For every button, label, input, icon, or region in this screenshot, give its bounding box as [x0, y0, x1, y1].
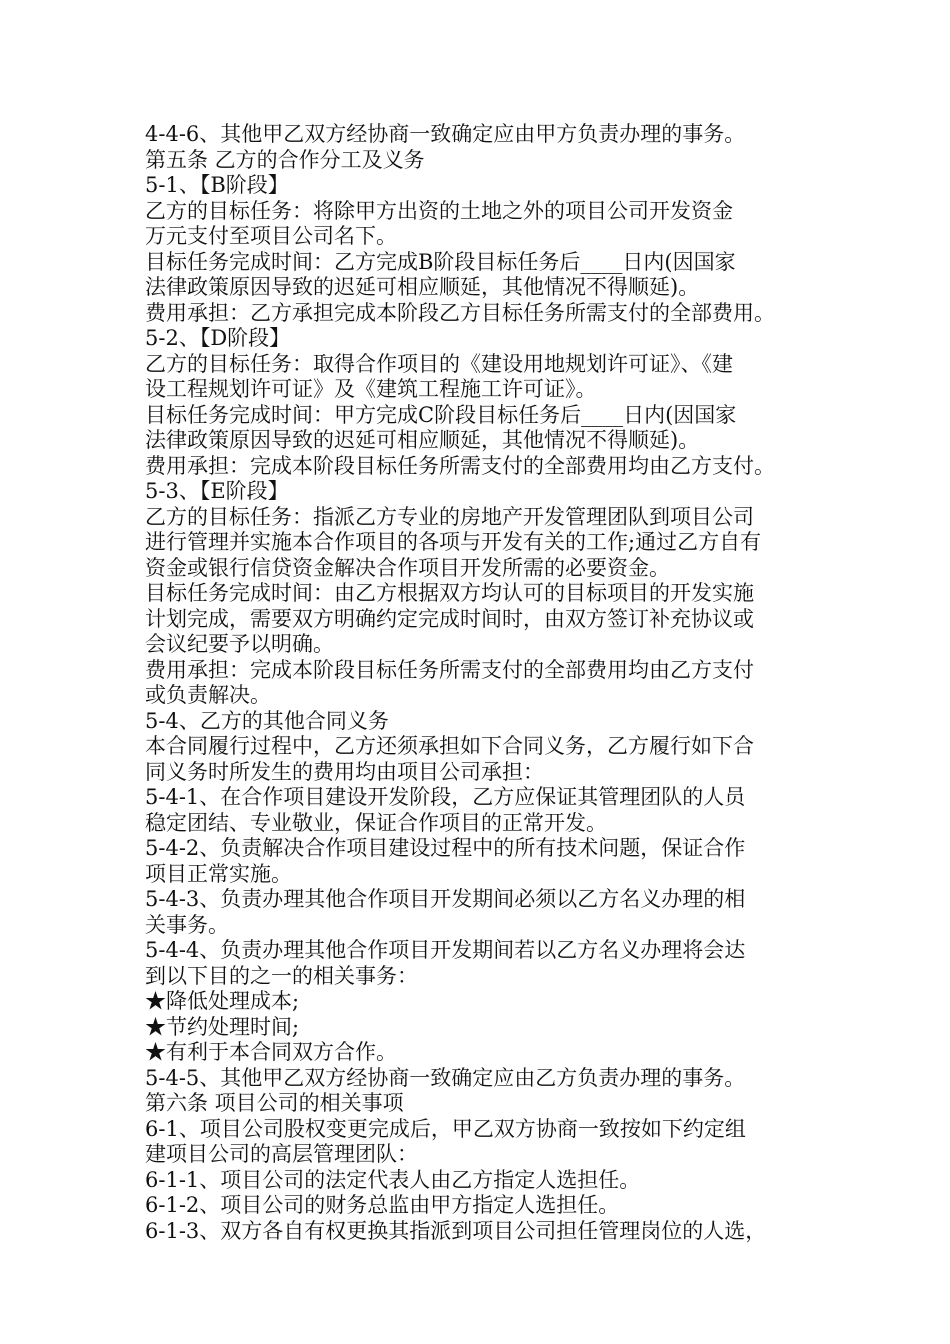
- text-line: 5-4-4、负责办理其他合作项目开发期间若以乙方名义办理将会达: [145, 938, 746, 962]
- text-line: 到以下目的之一的相关事务：: [145, 963, 418, 988]
- text-line: 费用承担：乙方承担完成本阶段乙方目标任务所需支付的全部费用。: [145, 300, 775, 325]
- text-line: 费用承担：完成本阶段目标任务所需支付的全部费用均由乙方支付: [145, 657, 754, 682]
- text-line: 第六条 项目公司的相关事项: [145, 1091, 404, 1115]
- text-line: 5-1、【B阶段】: [145, 173, 289, 197]
- text-line: 乙方的目标任务：将除甲方出资的土地之外的项目公司开发资金: [145, 198, 733, 223]
- text-line: 5-4、乙方的其他合同义务: [145, 708, 389, 733]
- text-line: 建项目公司的高层管理团队：: [145, 1142, 418, 1166]
- text-line: ★降低处理成本;: [145, 989, 300, 1013]
- text-line: 本合同履行过程中，乙方还须承担如下合同义务，乙方履行如下合: [145, 734, 754, 758]
- text-line: 4-4-6、其他甲乙双方经协商一致确定应由甲方负责办理的事务。: [145, 122, 746, 146]
- text-line: 6-1-2、项目公司的财务总监由甲方指定人选担任。: [145, 1193, 620, 1217]
- text-line: 目标任务完成时间：甲方完成C阶段目标任务后____日内(因国家: [145, 402, 737, 427]
- text-line: 目标任务完成时间：由乙方根据双方均认可的目标项目的开发实施: [145, 581, 754, 605]
- text-line: 乙方的目标任务：指派乙方专业的房地产开发管理团队到项目公司: [145, 504, 754, 529]
- text-line: ★有利于本合同双方合作。: [145, 1040, 397, 1064]
- text-line: 法律政策原因导致的迟延可相应顺延，其他情况不得顺延)。: [145, 428, 700, 452]
- text-line: 设工程规划许可证》及《建筑工程施工许可证》。: [145, 377, 597, 401]
- text-line: 万元支付至项目公司名下。: [145, 224, 397, 248]
- text-line: 6-1-3、双方各自有权更换其指派到项目公司担任管理岗位的人选，: [145, 1218, 767, 1243]
- text-line: ★节约处理时间;: [145, 1014, 300, 1039]
- text-line: 资金或银行信贷资金解决合作项目开发所需的必要资金。: [145, 555, 670, 580]
- text-line: 费用承担：完成本阶段目标任务所需支付的全部费用均由乙方支付。: [145, 453, 775, 478]
- text-line: 5-4-5、其他甲乙双方经协商一致确定应由乙方负责办理的事务。: [145, 1065, 746, 1090]
- text-line: 乙方的目标任务：取得合作项目的《建设用地规划许可证》、《建: [145, 351, 733, 376]
- text-line: 进行管理并实施本合作项目的各项与开发有关的工作;通过乙方自有: [145, 530, 762, 554]
- document-page: [145, 122, 825, 1244]
- text-line: 目标任务完成时间：乙方完成B阶段目标任务后____日内(因国家: [145, 249, 736, 274]
- text-line: 5-4-3、负责办理其他合作项目开发期间必须以乙方名义办理的相: [145, 887, 746, 911]
- text-line: 稳定团结、专业敬业，保证合作项目的正常开发。: [145, 810, 607, 835]
- text-line: 5-4-1、在合作项目建设开发阶段，乙方应保证其管理团队的人员: [145, 785, 746, 809]
- text-line: 5-2、【D阶段】: [145, 326, 291, 350]
- text-line: 项目正常实施。: [145, 861, 292, 886]
- text-line: 会议纪要予以明确。: [145, 632, 334, 656]
- text-line: 关事务。: [145, 912, 229, 937]
- text-line: 计划完成，需要双方明确约定完成时间时，由双方签订补充协议或: [145, 606, 754, 631]
- text-line: 第五条 乙方的合作分工及义务: [145, 147, 425, 172]
- text-line: 或负责解决。: [145, 683, 271, 707]
- text-line: 同义务时所发生的费用均由项目公司承担：: [145, 759, 544, 784]
- text-line: 5-4-2、负责解决合作项目建设过程中的所有技术问题，保证合作: [145, 836, 746, 860]
- text-line: 6-1、项目公司股权变更完成后，甲乙双方协商一致按如下约定组: [145, 1116, 746, 1141]
- text-line: 5-3、【E阶段】: [145, 479, 289, 503]
- text-line: 6-1-1、项目公司的法定代表人由乙方指定人选担任。: [145, 1167, 641, 1192]
- text-line: 法律政策原因导致的迟延可相应顺延，其他情况不得顺延)。: [145, 275, 700, 299]
